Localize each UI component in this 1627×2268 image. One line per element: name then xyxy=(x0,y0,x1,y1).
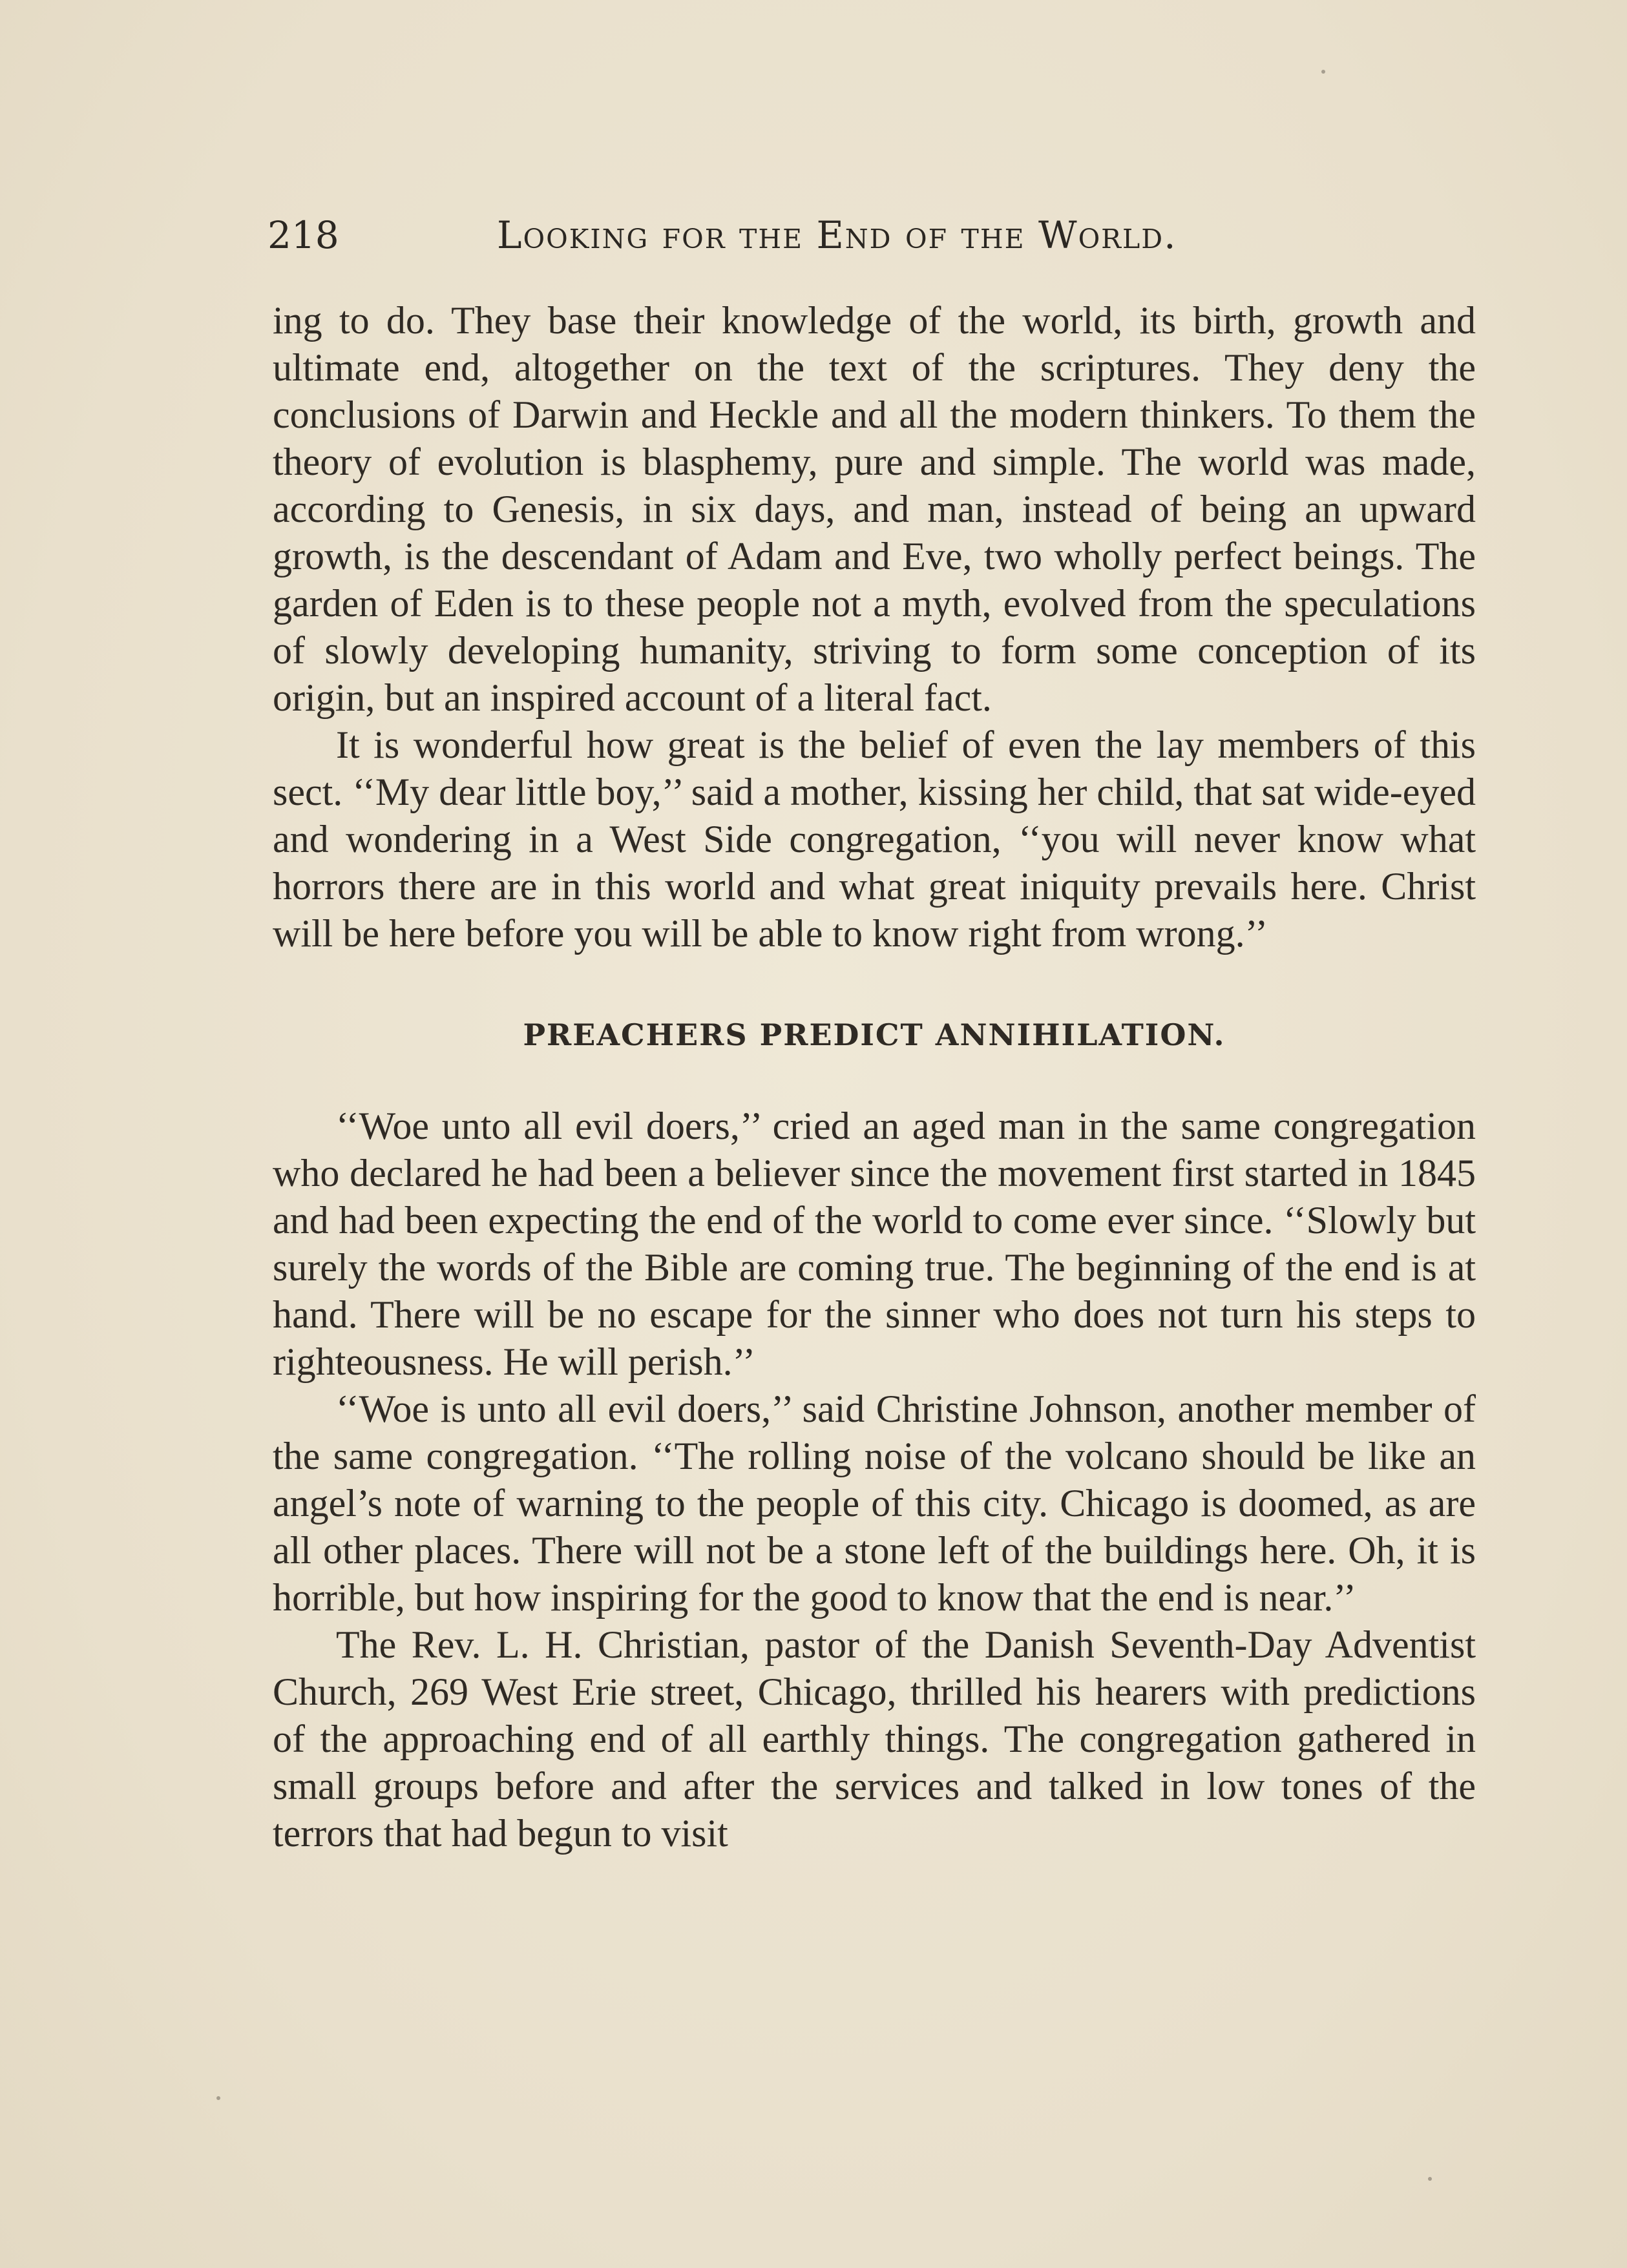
paper-speck xyxy=(216,2096,220,2100)
page-header xyxy=(268,207,1476,265)
page-body xyxy=(273,297,1476,1857)
paragraph-continued: ing to do. They base their knowledge of the world, its birth, growth and ultimate end, altogether on the text of the scriptures. They deny the conclusions of Darwin and Heckle and all the modern thinkers. To them the theory of evolution is blasphemy, pure and simple. The world was made, according to Genesis, in six days, and man, instead of being an upward growth, is the descendant of Adam and Eve, two wholly perfect beings. The garden of Eden is to these people not a myth, evolved from the speculations of slowly developing humanity, striving to form some conception of its origin, but an inspired account of a literal fact. xyxy=(273,299,1476,719)
paper-speck xyxy=(1321,70,1325,74)
paper-speck xyxy=(1428,2177,1432,2181)
paragraph: The Rev. L. H. Christian, pastor of the Danish Seventh-Day Adventist Church, 269 West Erie street, Chicago, thrilled his hearers with predictions of the approaching end of all earthly things. The congregation gathered in small groups before and after the services and talked in low tones of the terrors that had begun to visit xyxy=(273,1623,1476,1855)
paragraph: ‘‘Woe is unto all evil doers,’’ said Christine Johnson, another member of the same congregation. ‘‘The rolling noise of the volcano should be like an angel’s note of warning to the people of this city. Chicago is doomed, as are all other places. There will not be a stone left of the buildings here. Oh, it is horrible, but how inspiring for the good to know that the end is near.’’ xyxy=(273,1388,1476,1619)
paragraph: ‘‘Woe unto all evil doers,’’ cried an aged man in the same congregation who declared he had been a believer since the movement first started in 1845 and had been expecting the end of the world to come ever since. ‘‘Slowly but surely the words of the Bible are coming true. The beginning of the end is at hand. There will be no escape for the sinner who does not turn his steps to righteousness. He will perish.’’ xyxy=(273,1105,1476,1383)
page-number: 218 xyxy=(268,213,339,257)
paragraph: It is wonderful how great is the belief of even the lay members of this sect. ‘‘My dear little boy,’’ said a mother, kissing her child, that sat wide-eyed and wondering in a West Side congregation, ‘‘you will never know what horrors there are in this world and what great iniquity prevails here. Christ will be here before you will be able to know right from wrong.’’ xyxy=(273,723,1476,955)
running-head: Looking for the End of the World. xyxy=(497,213,1177,257)
section-heading: PREACHERS PREDICT ANNIHILATION. xyxy=(523,1017,1226,1052)
